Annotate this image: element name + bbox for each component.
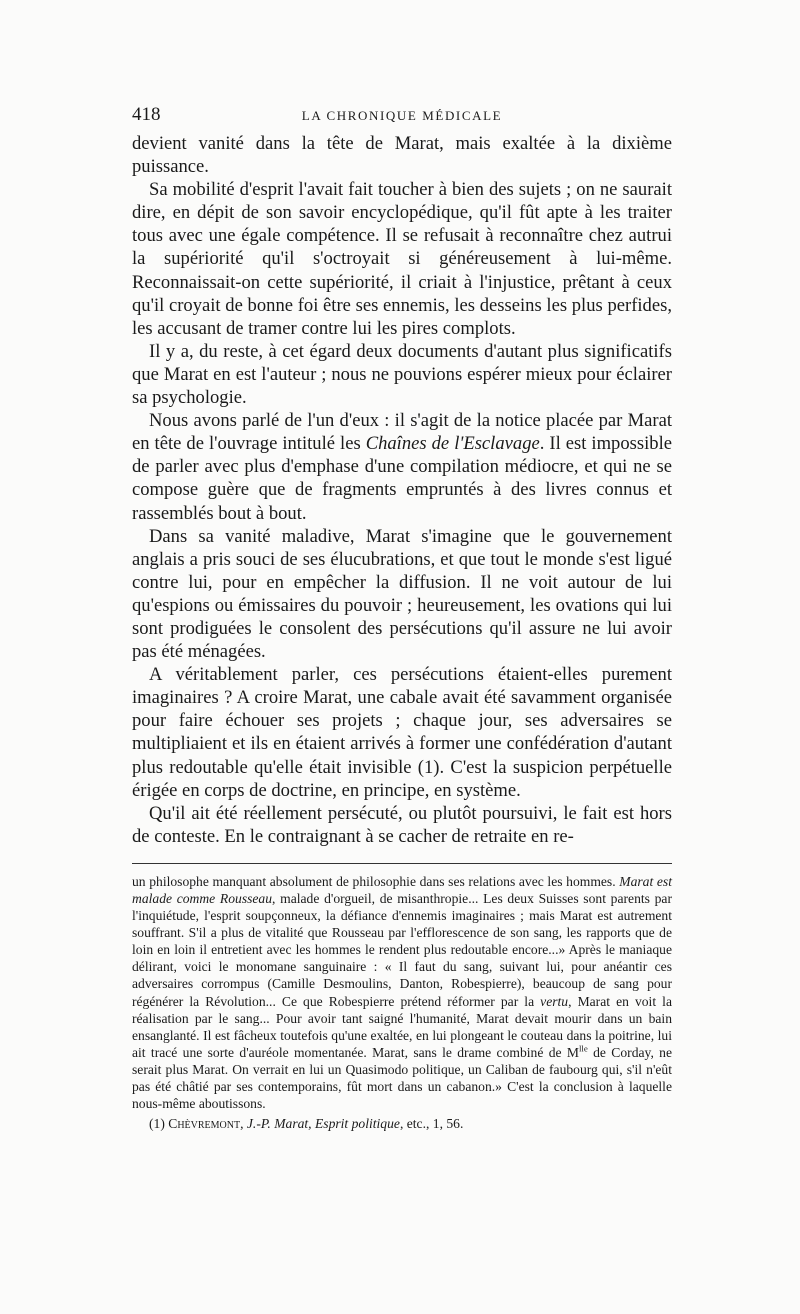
book-title: Chaînes de l'Esclavage [365,433,540,455]
paragraph-3: Il y a, du reste, à cet égard deux documents d'autant plus significatifs que Marat en est l'auteur ; nous ne pouvions espérer mieux pour éclairer sa psychologie. [132,340,672,409]
footnote-italic-a: Marat est malade comme Rousseau [132,873,672,906]
footnotes [132,873,672,1132]
running-title: LA CHRONIQUE MÉDICALE [301,108,503,123]
paragraph-1: devient vanité dans la tête de Marat, mais exaltée à la dixième puissance. [132,133,672,178]
paragraph-6: A véritablement parler, ces persécutions étaient-elles purement imaginaires ? A croire Marat, une cabale avait été savamment organisée pour faire échouer ses projets ; chaque jour, ses adversaires se multipliaient et ils en étaient arrivés à former une confédération d'autant plus redoutable qu'elle était invisible (1). C'est la suspicion perpétuelle érigée en corps de doctrine, en principe, en système. [132,664,672,801]
footnote-work-title: J.-P. Marat, Esprit politique [246,1116,400,1132]
footnote-superscript: lle [578,1043,588,1054]
footnote-rule [132,863,672,864]
footnote-italic-b: vertu [540,993,569,1009]
footnote-continuation [132,873,672,1112]
paragraph-5: Dans sa vanité maladive, Marat s'imagine que le gouvernement anglais a pris souci de ses élucubrations, et que tout le monde s'est ligué contre lui, pour en empêcher la diffusion. Il ne voit autour de lui qu'espions ou émissaires du pouvoir ; heureusement, les ovations qui lui sont prodiguées le consolent des persécutions qu'il assure ne lui avoir pas été ménagées. [132,525,672,663]
footnote-text-a: un philosophe manquant absolument de philosophie dans ses relations avec les hommes. [132,873,620,889]
paragraph-4 [132,409,672,524]
body-text [132,132,672,848]
paragraph-2: Sa mobilité d'esprit l'avait fait toucher à bien des sujets ; on ne saurait dire, en dépit de son savoir encyclopédique, qu'il fût apte à les traiter tous avec une égale compétence. Il se refusait à reconnaître chez autrui la supériorité qu'il s'octroyait si généreusement à lui-même. Reconnaissait-on cette supériorité, il criait à l'injustice, prêtant à ceux qu'il croyait de bonne foi être ses ennemis, les desseins les plus perfides, les accusant de tramer contre lui les pires complots. [132,179,672,339]
footnote-sep: , [240,1116,247,1132]
page-number: 418 [132,104,161,125]
footnote-1 [132,1115,672,1132]
paragraph-7: Qu'il ait été réellement persécuté, ou plutôt poursuivi, le fait est hors de conteste. En le contraignant à se cacher de retraite en re- [132,802,672,847]
running-head [132,100,672,132]
paragraph-4-text-a: Nous avons parlé de l'un d'eux : il s'agit de la notice placée par Marat en tête de l'ouvrage intitulé les [132,410,672,455]
footnote-text-d: de Corday, ne serait plus Marat. On verrait en lui un Quasimodo politique, un Caliban de faubourg qui, s'il n'eût pas été châtié par ses contemporains, fût mort dans un cabanon.» C'est la conclusion à laquelle nous-même aboutissons. [132,1044,673,1112]
footnote-number: (1) [149,1116,169,1132]
paragraph-4-text-b: . Il est impossible de parler avec plus d'emphase d'une compilation médiocre, et qui ne se compose guère que de fragments empruntés à des livres connus et rassemblés bout à bout. [132,433,672,524]
page [132,100,672,1132]
footnote-text-c: , Marat en voit la réalisation par le sang... Pour avoir tant saigné l'humanité, Marat devait mourir dans un bain ensanglanté. Il est fâcheux toutefois qu'une exaltée, en lui plongeant le couteau dans la poitrine, lui ait tracé une sorte d'auréole momentanée. Marat, sans le drame combiné de M [132,993,672,1060]
footnote-text-b: , malade d'orgueil, de misanthropie... Les deux Suisses sont parents par l'inquiétude, l'esprit soupçonneux, la défiance d'ennemis imaginaires ; mais Marat est autrement souffrant. S'il a plus de vitalité que Rousseau par l'efflorescence de son sang, les rapports que de loin en loin il entretient avec les hommes le rendent plus redoutable encore...» Après le maniaque délirant, voici le monomane sanguinaire : « Il faut du sang, suivant lui, pour anéantir ces adversaires corrompus (Camille Desmoulins, Danton, Robespierre), beaucoup de sang pour régénérer la Révolution... Ce que Robespierre prétend réformer par la [132,891,672,1009]
footnote-reference: , etc., 1, 56. [399,1116,464,1132]
footnote-author: Chèvremont [168,1116,241,1132]
